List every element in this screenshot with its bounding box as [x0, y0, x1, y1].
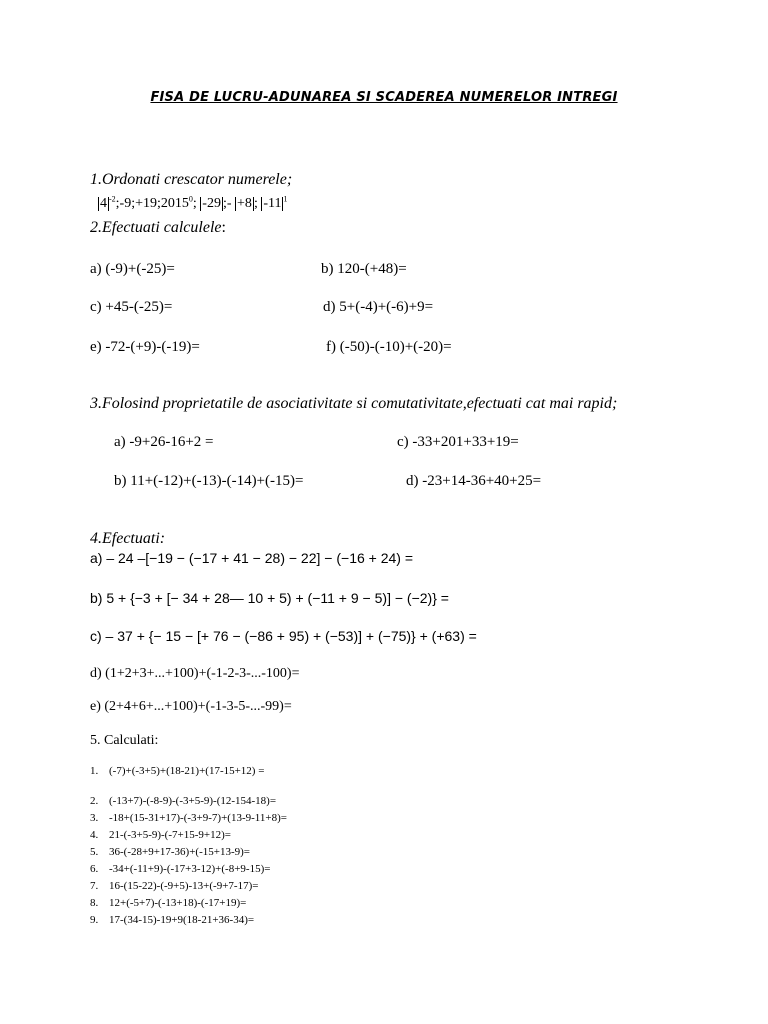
exponent-0: 0 — [188, 194, 193, 204]
separator-2: ;- — [222, 196, 236, 211]
list-item-text: 36-(-28+9+17-36)+(-15+13-9)= — [109, 846, 250, 858]
list-item-number: 5. — [90, 846, 99, 858]
list-item — [90, 846, 250, 859]
separator-3: ; — [253, 196, 262, 211]
exercise-4-heading: 4.Efectuati: — [90, 530, 166, 547]
exercise-3-item-b: b) 11+(-12)+(-13)-(-14)+(-15)= — [114, 473, 304, 489]
exercise-2-item-b: b) 120-(+48)= — [321, 261, 407, 277]
exercise-2-heading-text: 2.Efectuati calculele — [90, 219, 222, 236]
separator-1: ; — [192, 196, 201, 211]
exercise-1-numbers — [98, 195, 287, 213]
abs-value-1: 4 — [100, 196, 107, 211]
list-item-text: 21-(-3+5-9)-(-7+15-9+12)= — [109, 829, 231, 841]
list-item-number: 4. — [90, 829, 99, 841]
list-item-text: 17-(34-15)-19+9(18-21+36-34)= — [109, 914, 255, 926]
list-item-number: 9. — [90, 914, 99, 926]
worksheet-title: FISA DE LUCRU-ADUNAREA SI SCADEREA NUMERELOR INTREGI — [150, 90, 618, 105]
list-item-number: 8. — [90, 897, 99, 909]
exponent-4: 1 — [283, 194, 288, 204]
exercise-4-item-a: a) – 24 –[−19 − (−17 + 41 − 28) − 22] − (−16 + 24) = — [90, 550, 414, 566]
exercise-2-heading — [90, 219, 226, 237]
list-item-number: 2. — [90, 795, 99, 807]
list-item — [90, 880, 258, 893]
list-item — [90, 914, 254, 927]
list-item-text: (-13+7)-(-8-9)-(-3+5-9)-(12-154-18)= — [109, 795, 277, 807]
list-item — [90, 829, 231, 842]
list-item — [90, 795, 276, 808]
exercise-4-item-b: b) 5 + {−3 + [− 34 + 28— 10 + 5) + (−11 + 9 − 5)] − (−2)} = — [90, 590, 449, 606]
exercise-5-heading: 5. Calculati: — [90, 733, 159, 748]
exercise-1-heading: 1.Ordonati crescator numerele; — [90, 171, 293, 188]
numbers-segment-1: ;-9;+19;2015 — [115, 196, 189, 211]
abs-value-2: -29 — [202, 196, 221, 211]
list-item — [90, 863, 270, 876]
exercise-3-item-c: c) -33+201+33+19= — [397, 434, 519, 450]
list-item-text: -18+(15-31+17)-(-3+9-7)+(13-9-11+8)= — [109, 812, 287, 824]
exercise-3-heading: 3.Folosind proprietatile de asociativitate si comutativitate,efectuati cat mai rapid; — [90, 395, 618, 412]
exercise-2-item-c: c) +45-(-25)= — [90, 299, 173, 315]
exercise-2-item-f: f) (-50)-(-10)+(-20)= — [326, 339, 452, 355]
list-item-text: 16-(15-22)-(-9+5)-13+(-9+7-17)= — [109, 880, 259, 892]
list-item-number: 7. — [90, 880, 99, 892]
list-item — [90, 765, 264, 778]
exercise-2-item-a: a) (-9)+(-25)= — [90, 261, 175, 277]
abs-value-3: +8 — [237, 196, 252, 211]
exercise-4-item-e: e) (2+4+6+...+100)+(-1-3-5-...-99)= — [90, 699, 292, 714]
list-item — [90, 897, 246, 910]
list-item-text: 12+(-5+7)-(-13+18)-(-17+19)= — [109, 897, 247, 909]
list-item-number: 1. — [90, 765, 99, 777]
exponent-1: -2 — [109, 194, 116, 204]
exercise-2-item-e: e) -72-(+9)-(-19)= — [90, 339, 200, 355]
exercise-3-item-d: d) -23+14-36+40+25= — [406, 473, 542, 489]
list-item-number: 6. — [90, 863, 99, 875]
exercise-3-item-a: a) -9+26-16+2 = — [114, 434, 214, 450]
exercise-2-item-d: d) 5+(-4)+(-6)+9= — [323, 299, 434, 315]
list-item-number: 3. — [90, 812, 99, 824]
exercise-4-item-c: c) – 37 + {− 15 − [+ 76 − (−86 + 95) + (−53)] + (−75)} + (+63) = — [90, 628, 477, 644]
exercise-2-colon: : — [221, 219, 226, 236]
list-item-text: (-7)+(-3+5)+(18-21)+(17-15+12) = — [109, 765, 265, 777]
list-item-text: -34+(-11+9)-(-17+3-12)+(-8+9-15)= — [109, 863, 271, 875]
exercise-4-item-d: d) (1+2+3+...+100)+(-1-2-3-...-100)= — [90, 666, 300, 681]
list-item — [90, 812, 287, 825]
abs-value-4: -11 — [263, 196, 282, 211]
